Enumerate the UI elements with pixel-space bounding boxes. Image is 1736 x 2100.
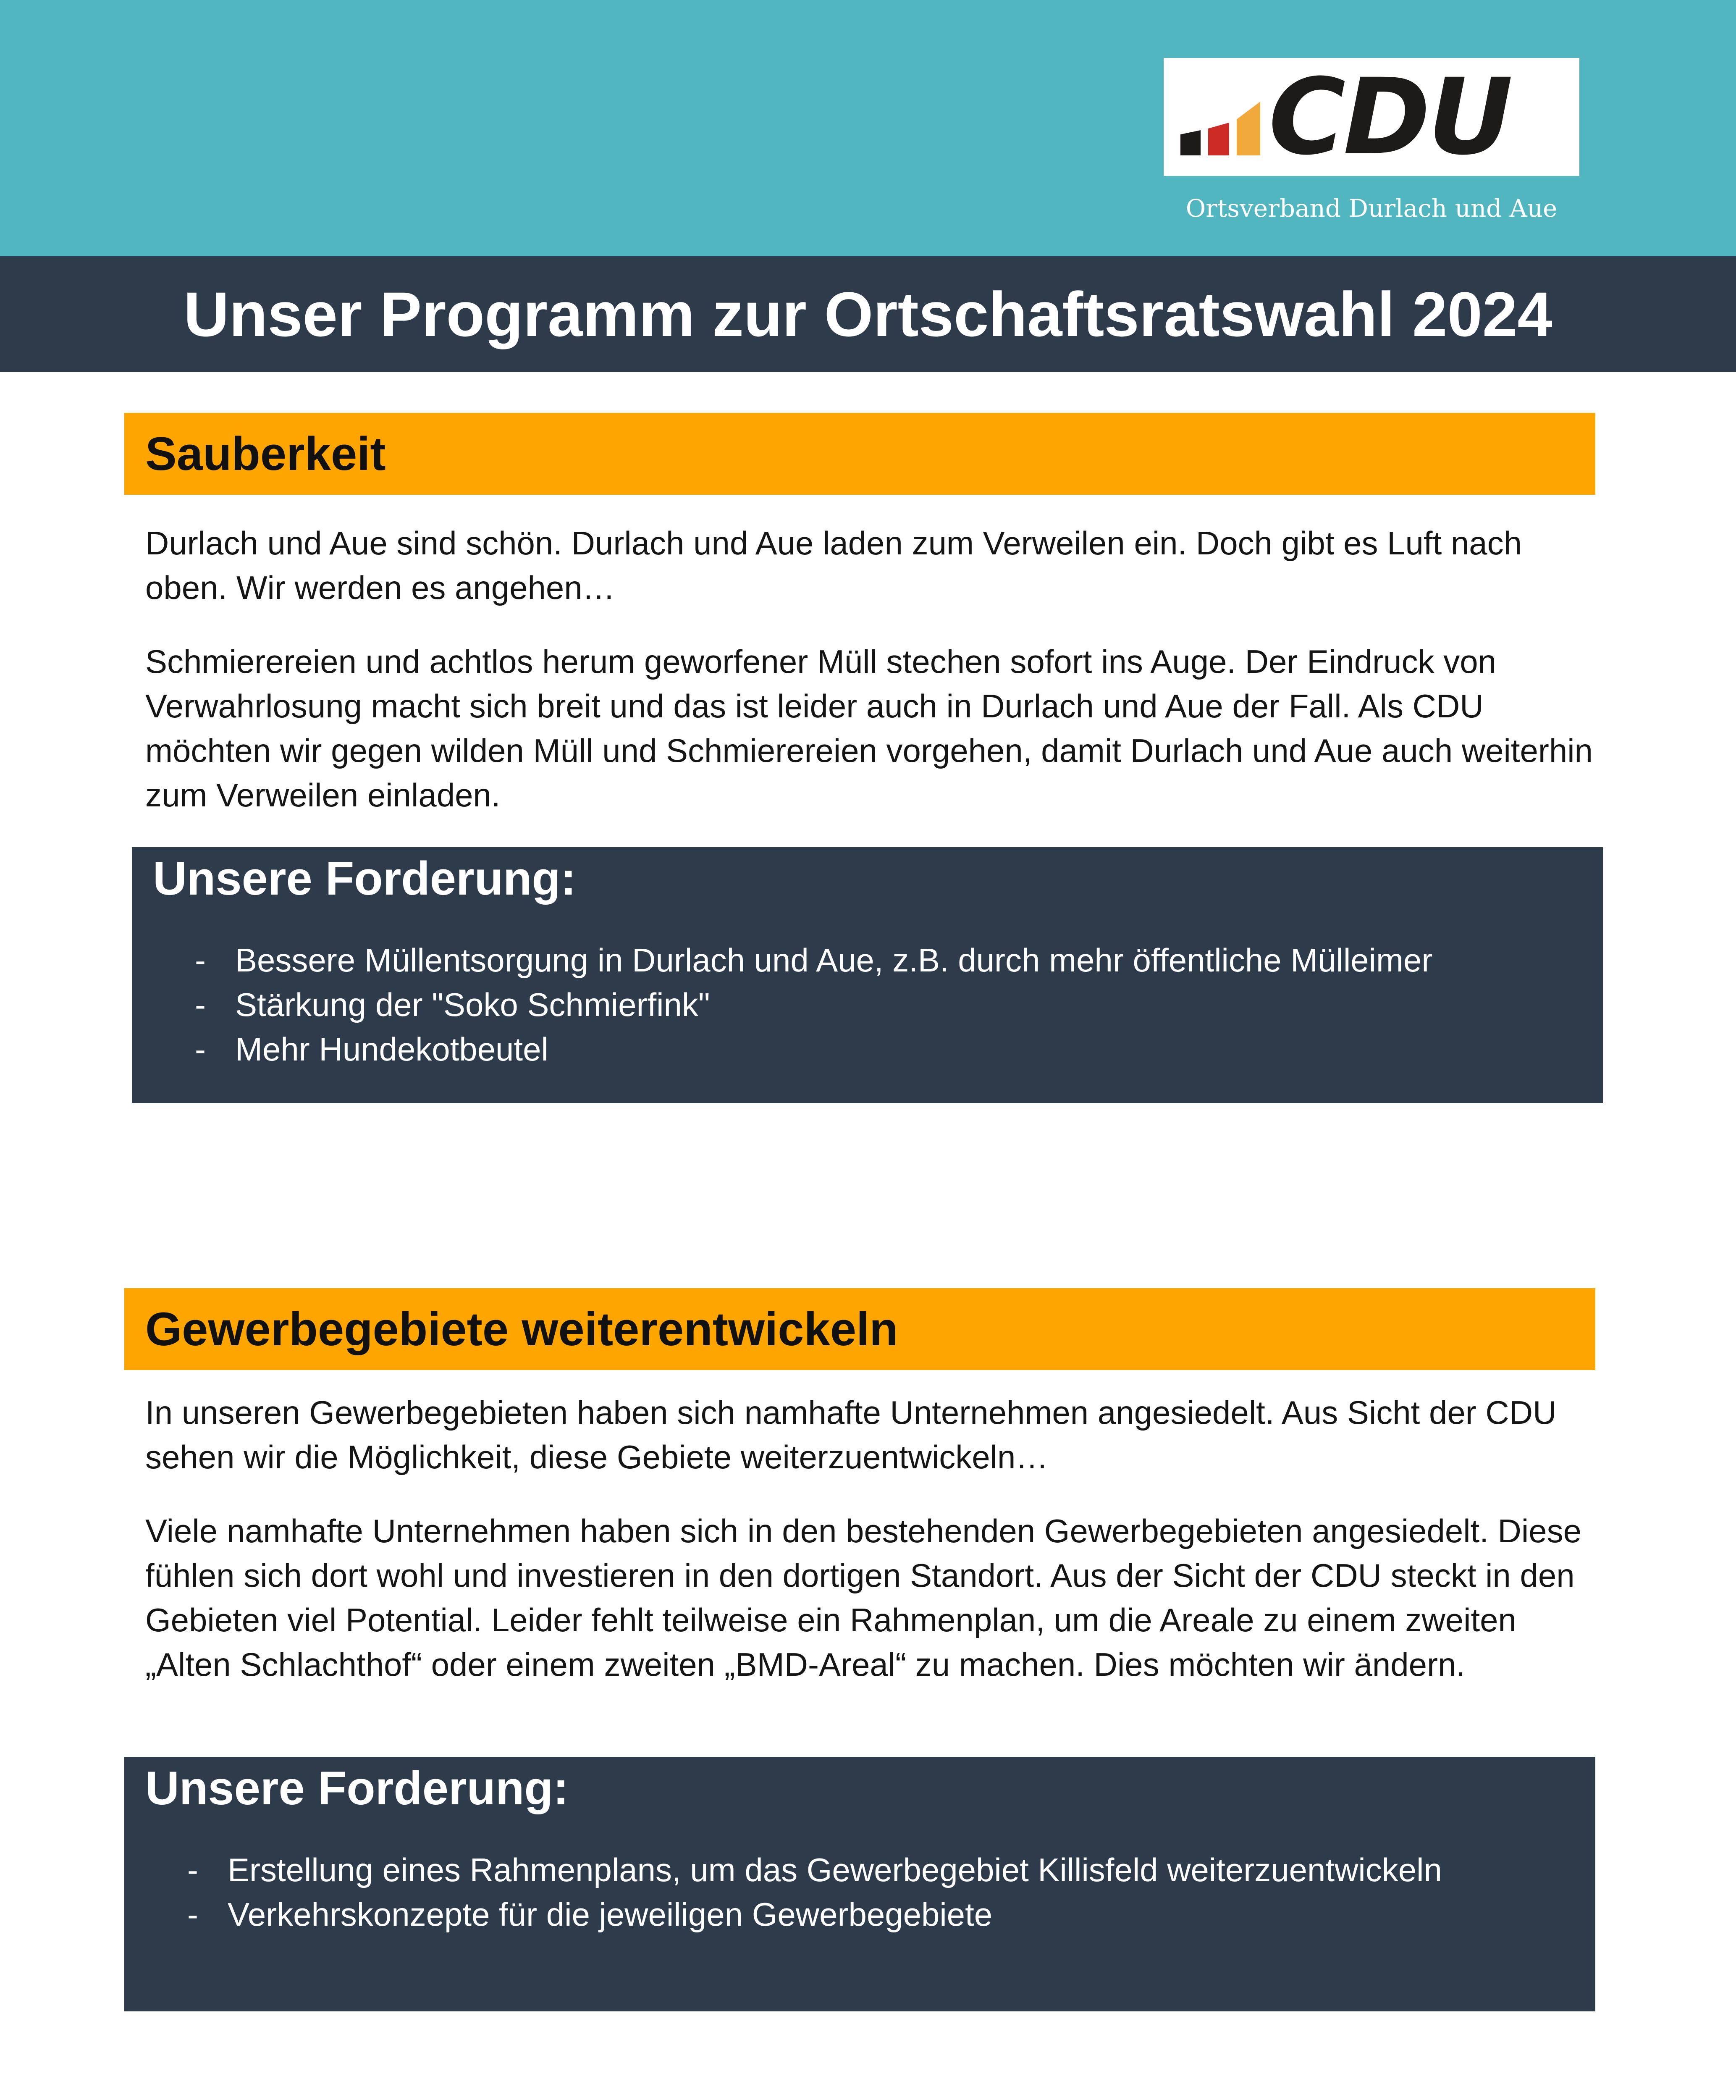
section-heading-sauberkeit xyxy=(124,413,1595,495)
header-band xyxy=(0,0,1736,256)
intro-paragraph: Durlach und Aue sind schön. Durlach und Aue laden zum Verweilen ein. Doch gibt es Luft nach oben. Wir werden es angehen… xyxy=(145,525,1522,606)
bullet-dash: - xyxy=(187,1896,198,1933)
demand-title: Unsere Forderung: xyxy=(153,852,577,905)
demand-item: - Mehr Hundekotbeutel xyxy=(195,1027,1432,1071)
logo-wordmark: CDU xyxy=(1269,56,1510,178)
demand-title: Unsere Forderung: xyxy=(145,1762,569,1814)
chapter-subtitle: Ortsverband Durlach und Aue xyxy=(1185,194,1558,223)
section-heading-text: Sauberkeit xyxy=(145,428,386,480)
demand-item: - Stärkung der "Soko Schmierfink" xyxy=(195,982,1432,1027)
demand-item: - Bessere Müllentsorgung in Durlach und Aue, z.B. durch mehr öffentliche Mülleimer xyxy=(195,938,1432,982)
logo-bars-icon xyxy=(1180,58,1260,176)
bullet-dash: - xyxy=(195,986,206,1023)
cdu-logo xyxy=(1164,58,1579,176)
demand-list xyxy=(187,1848,1442,1937)
demand-box xyxy=(132,847,1603,1103)
body-paragraph: Viele namhafte Unternehmen haben sich in den bestehenden Gewerbegebieten angesiedelt. Diese fühlen sich dort wohl und investieren in den dortigen Standort. Aus der Sicht der CDU steckt in den Gebieten viel Potential. Leider fehlt teilweise ein Rahmenplan, um die Areale zu einem zweiten „Alten Schlachthof“ oder einem zweiten „BMD-Areal“ zu machen. Dies möchten wir ändern. xyxy=(145,1512,1581,1683)
bullet-dash: - xyxy=(187,1851,198,1888)
section-heading-text: Gewerbegebiete weiterentwickeln xyxy=(145,1303,898,1355)
demand-item: - Verkehrskonzepte für die jeweiligen Gewerbegebiete xyxy=(187,1892,1442,1937)
demand-list xyxy=(195,938,1432,1071)
page-title: Unser Programm zur Ortschaftsratswahl 2024 xyxy=(184,279,1552,349)
demand-box xyxy=(124,1757,1595,2011)
demand-item: - Erstellung eines Rahmenplans, um das Gewerbegebiet Killisfeld weiterzuentwickeln xyxy=(187,1848,1442,1892)
bullet-dash: - xyxy=(195,942,206,979)
body-paragraph: Schmierereien und achtlos herum geworfener Müll stechen sofort ins Auge. Der Eindruck von Verwahrlosung macht sich breit und das ist leider auch in Durlach und Aue der Fall. Als CDU möchten wir gegen wilden Müll und Schmierereien vorgehen, damit Durlach und Aue auch weiterhin zum Verweilen einladen. xyxy=(145,643,1593,814)
section-heading-gewerbegebiete xyxy=(124,1288,1595,1370)
bullet-dash: - xyxy=(195,1031,206,1068)
title-bar xyxy=(0,256,1736,372)
intro-paragraph: In unseren Gewerbegebieten haben sich namhafte Unternehmen angesiedelt. Aus Sicht der CDU sehen wir die Möglichkeit, diese Gebiete weiterzuentwickeln… xyxy=(145,1394,1557,1475)
